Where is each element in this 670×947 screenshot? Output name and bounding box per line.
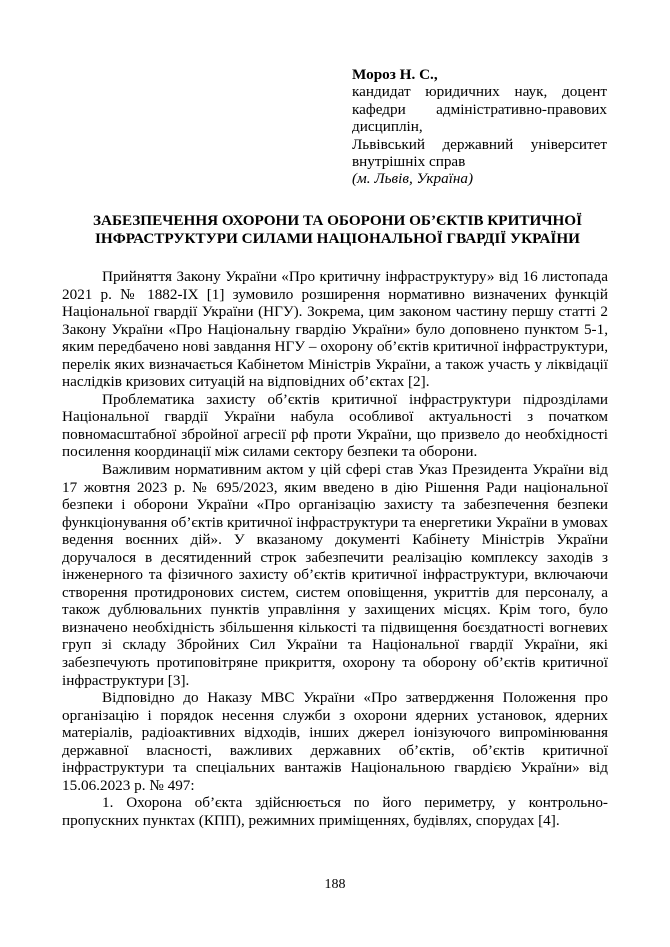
page-number: 188 [324, 877, 346, 892]
article-body [62, 268, 608, 830]
author-degree: кандидат юридичних наук, доцент кафедри адміністративно-правових дисциплін, [352, 83, 607, 136]
article-title: ЗАБЕЗПЕЧЕННЯ ОХОРОНИ ТА ОБОРОНИ ОБ’ЄКТІВ КРИТИЧНОЇ ІНФРАСТРУКТУРИ СИЛАМИ НАЦІОНАЛЬНОЇ ГВАРДІЇ УКРАЇНИ [92, 212, 583, 247]
author-affiliation: Львівський державний університет внутрішніх справ [352, 135, 607, 171]
author-block [352, 66, 607, 188]
paragraph-3: Важливим нормативним актом у цій сфері став Указ Президента України від 17 жовтня 2023 р. № 695/2023, яким введено в дію Рішення Ради національної безпеки і оборони України «Про організацію захисту та забезпечення безпеки функціонування об’єктів критичної інфраструктури та енергетики України в умовах ведення воєнних дій». У вказаному документі Кабінету Міністрів України доручалося в десятиденний строк забезпечити реалізацію комплексу заходів з інженерного та фізичного захисту об’єктів критичної інфраструктури, включаючи створення протидронових систем, систем оповіщення, укриттів для персоналу, а також дублювальних пунктів управління у захищених місцях. Крім того, було визначено необхідність збільшення кількості та підвищення боєздатності вогневих груп зі складу Збройних Сил України та Національної гвардії України, які забезпечують протиповітряне прикриття, охорону та оборону об’єктів критичної інфраструктури [3]. [62, 461, 608, 689]
author-name: Мороз Н. С., [352, 66, 438, 83]
paragraph-2: Проблематика захисту об’єктів критичної інфраструктури підрозділами Національної гвардії України набула особливої актуальності з початком повномасштабної збройної агресії рф проти України, що призвело до необхідності посилення координації між силами сектору безпеки та оборони. [62, 390, 608, 461]
paragraph-1: Прийняття Закону України «Про критичну інфраструктуру» від 16 листопада 2021 р. № 1882-IX [1] зумовило розширення нормативно визначених функцій Національної гвардії України (НГУ). Зокрема, цим законом частину першу статті 2 Закону України «Про Національну гвардію України» було доповнено пунктом 5-1, яким передбачено нові завдання НГУ – охорону об’єктів критичної інфраструктури, перелік яких визначається Кабінетом Міністрів України, а також участь у ліквідації наслідків кризових ситуацій на відповідних об’єктах [2]. [62, 268, 608, 391]
paragraph-5: 1. Охорона об’єкта здійснюється по його периметру, у контрольно-пропускних пунктах (КПП), режимних приміщеннях, будівлях, спорудах [4]. [62, 794, 608, 829]
author-location: (м. Львів, Україна) [352, 170, 474, 188]
paragraph-4: Відповідно до Наказу МВС України «Про затвердження Положення про організацію і порядок несення служби з охорони ядерних установок, ядерних матеріалів, радіоактивних відходів, інших джерел іонізуючого випромінювання державної власності, важливих державних об’єктів, об’єктів критичної інфраструктури та спеціальних вантажів Національною гвардією України» від 15.06.2023 р. № 497: [62, 689, 608, 794]
